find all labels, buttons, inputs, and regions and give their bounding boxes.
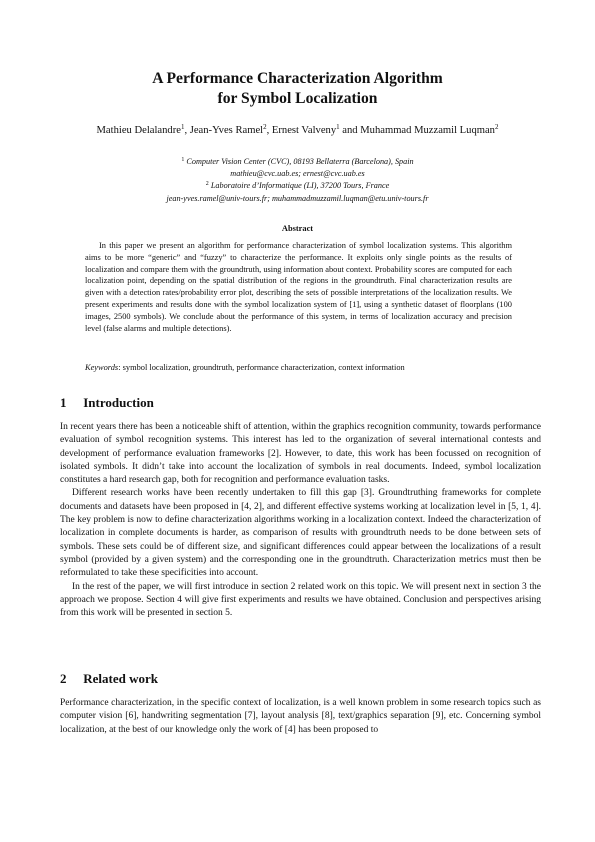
section-heading-related-work <box>60 671 540 687</box>
affiliations <box>0 156 595 205</box>
affiliation-2: $^2$ Laboratoire d’Informatique (LI), 37200 Tours, France <box>205 181 390 191</box>
section-title: Related work <box>83 671 158 686</box>
paper-title <box>0 69 595 109</box>
author-4: Muhammad Muzzamil Luqman$^2$ <box>360 123 499 136</box>
paragraph: In recent years there has been a noticeable shift of attention, within the graphics recognition community, towards performance evaluation of symbol recognition systems. This interest has led to the organization of several international contests and development of performance evaluation frameworks [2]. However, to date, this work has been focussed on recognition of isolated symbols. It didn’t take into account the localization of symbols in real documents. Indeed, symbol localization constitutes a hard research gap, both for recognition and performance evaluation tasks. <box>60 422 541 486</box>
section-number: 1 <box>60 395 67 410</box>
section-body-introduction <box>60 421 541 620</box>
paragraph: In the rest of the paper, we will first introduce in section 2 related work on this topic. We will present next in section 3 the approach we propose. Section 4 will give first experiments and results we have obtained. Conclusion and perspectives arising from this work will be presented in section 5. <box>60 581 541 619</box>
affiliation-1: $^1$ Computer Vision Center (CVC), 08193 Bellaterra (Barcelona), Spain <box>181 157 414 166</box>
keywords <box>85 362 512 374</box>
author-list <box>0 124 595 138</box>
section-number: 2 <box>60 671 67 686</box>
section-title: Introduction <box>83 395 154 410</box>
abstract-heading: Abstract <box>281 224 314 233</box>
author-1: Mathieu Delalandre$^1$, <box>96 123 190 136</box>
title-line-2: for Symbol Localization <box>217 90 378 107</box>
keywords-label: Keywords <box>85 363 119 372</box>
abstract-text: In this paper we present an algorithm for performance characterization of symbol localization systems. This algorithm aims to be more “generic” and “fuzzy” to characterize the performance. It exploits only single points as the results of localization and compare them with the groundtruth, using information about context. Probability scores are computed for each localization point, depending on the spatial distribution of the regions in the groundtruth. Final characterization results are given with a detection rates/probability error plot, describing the sets of possible interpretations of the localization results. We present experiments and results done with the symbol localization system of [1], using a synthetic dataset of floorplans (100 images, 2500 symbols). We conclude about the performance of this system, in terms of localization accuracy and precision level (false alarms and multiple detections). <box>85 241 512 333</box>
author-3: Ernest Valveny$^1$ and <box>271 123 361 136</box>
title-line-1: A Performance Characterization Algorithm <box>152 70 443 87</box>
section-body-related-work <box>60 697 541 737</box>
keywords-list: : symbol localization, groundtruth, performance characterization, context information <box>118 363 405 372</box>
affiliation-2-email: jean-yves.ramel@univ-tours.fr; muhammadmuzzamil.luqman@etu.univ-tours.fr <box>166 193 429 203</box>
author-2: Jean-Yves Ramel$^2$, <box>189 123 272 136</box>
paragraph: Different research works have been recently undertaken to fill this gap [3]. Groundtruthing frameworks for complete documents and datasets have been proposed in [4, 2], and different effective systems working at localization level in [5, 1, 4]. The key problem is now to define characterization algorithms working in a localization context. Indeed the characterization of localization in complete documents is harder, as comparison of results with groundtruth needs to be done between sets of symbols. These sets could be of different size, and significant differences could appear between the localizations of a result symbol (provided by a given system) and the corresponding one in the groundtruth. Characterization metrics must then be reformulated to take these specificities into account. <box>60 488 541 579</box>
paragraph: Performance characterization, in the specific context of localization, is a well known problem in some research topics such as computer vision [6], handwriting segmentation [7], layout analysis [8], text/graphics separation [9], etc. Concerning symbol localization, at the best of our knowledge only the work of [4] has been proposed to <box>60 698 541 735</box>
affiliation-1-email: mathieu@cvc.uab.es; ernest@cvc.uab.es <box>230 169 365 179</box>
section-heading-introduction <box>60 395 540 411</box>
